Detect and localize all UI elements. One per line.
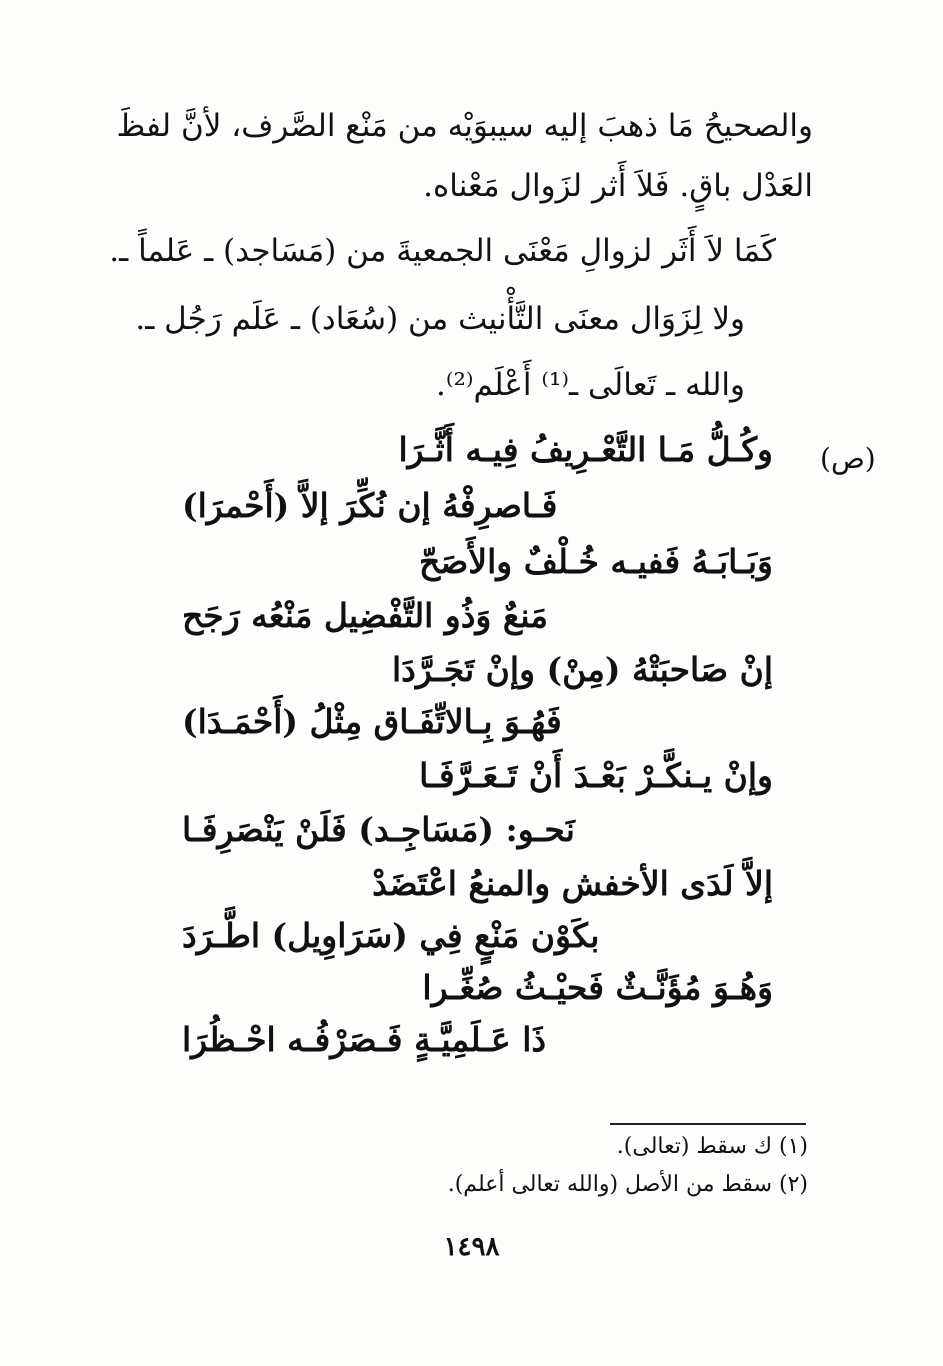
verse-line-8: نَحـو: (مَسَاجِـد) فَلَنْ يَنْصَرِفَـا bbox=[182, 810, 575, 849]
verse-line-2: فَـاصرِفْهُ إن نُكِّرَ إلاَّ (أَحْمرَا) bbox=[182, 486, 558, 525]
verse-line-3: وَبَـابَـهُ فَفيـه خُـلْفٌ والأَصَحّ bbox=[418, 542, 773, 581]
verse-line-12: ذَا عَـلَمِيَّـةٍ فَـصَرْفُـه احْـظُرَا bbox=[182, 1020, 547, 1059]
verse-line-4: مَنعٌ وَذُو التَّفْضِيل مَنْعُه رَجَح bbox=[182, 596, 549, 635]
page-number: ١٤٩٨ bbox=[443, 1232, 500, 1262]
verse-line-6: فَهُـوَ بِـالاتِّفَـاق مِثْلُ (أَحْمَـدَا) bbox=[182, 702, 562, 741]
verse-line-5: إنْ صَاحبَتْهُ (مِنْ) وإنْ تَجَـرَّدَا bbox=[391, 650, 773, 689]
verse-line-11: وَهُـوَ مُؤَنَّـثٌ فَحيْـثُ صُغِّـرا bbox=[422, 968, 773, 1007]
verse-line-9: إلاَّ لَدَى الأخفش والمنعُ اعْتَضَدْ bbox=[372, 864, 773, 903]
prose-line-2: العَدْل باقٍ. فَلاَ أَثر لزَوال مَعْناه. bbox=[423, 168, 813, 204]
prose-line-1: والصحيحُ مَا ذهبَ إليه سيبوَيْه من مَنْع الصَّرف، لأنَّ لفظَ bbox=[116, 108, 813, 144]
prose-line-4: ولا لِزَوَال معنَى التَّأْنيث من (سُعَاد) ـ عَلَم رَجُل ـ. bbox=[135, 301, 745, 337]
footnote-separator bbox=[610, 1123, 806, 1125]
prose-line-5: والله ـ تَعالَى ـ⁽¹⁾ أَعْلَم⁽²⁾. bbox=[435, 367, 745, 403]
prose-line-3: كَمَا لاَ أَثَر لزوالِ مَعْنَى الجمعيةَ من (مَسَاجد) ـ عَلماً ـ. bbox=[109, 233, 776, 269]
verse-line-10: بكَوْن مَنْعٍ فِي (سَرَاوِيل) اطَّـرَدَ bbox=[182, 916, 600, 955]
footnote-1: (١) ك سقط (تعالى). bbox=[616, 1134, 808, 1159]
verse-marker: (ص) bbox=[820, 442, 876, 475]
verse-line-1: وكُـلُّ مَـا التَّعْـرِيفُ فِيـه أَثَّـرَا bbox=[398, 430, 773, 469]
verse-line-7: وإنْ يـنكَّـرْ بَعْـدَ أَنْ تَـعَـرَّفَـا bbox=[419, 756, 773, 795]
footnote-2: (٢) سقط من الأصل (والله تعالى أعلم). bbox=[447, 1172, 808, 1197]
